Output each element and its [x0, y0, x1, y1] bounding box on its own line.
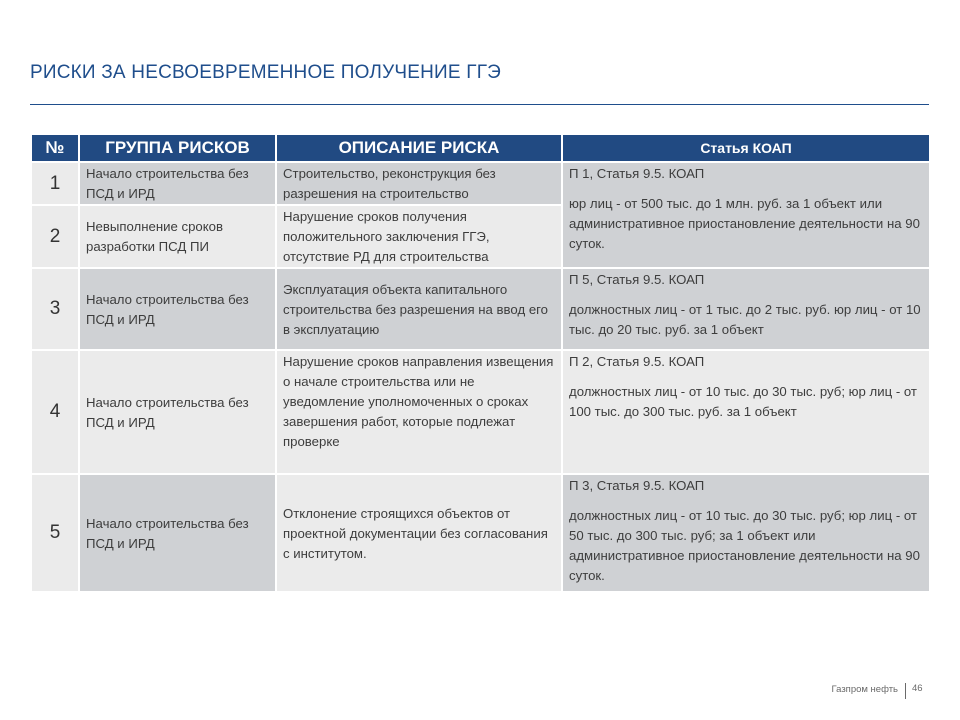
risk-description-cell: Отклонение строящихся объектов от проектной документации без согласования с институтом. [276, 474, 562, 592]
table-row [31, 350, 930, 474]
risk-table [30, 133, 931, 593]
title-divider [30, 104, 929, 105]
article-reference: П 3, Статья 9.5. КОАП [569, 478, 705, 493]
table-row [31, 162, 930, 205]
page-title: РИСКИ ЗА НЕСВОЕВРЕМЕННОЕ ПОЛУЧЕНИЕ ГГЭ [30, 62, 502, 83]
risk-group-cell: Начало строительства без ПСД и ИРД [79, 268, 276, 350]
risk-group-cell: Начало строительства без ПСД и ИРД [79, 350, 276, 474]
page-number: 46 [912, 683, 923, 694]
article-penalty: юр лиц - от 500 тыс. до 1 млн. руб. за 1 объект или административное приостановление деятельности на 90 суток. [569, 196, 920, 251]
article-reference: П 1, Статья 9.5. КОАП [569, 166, 705, 181]
risk-description-cell: Нарушение сроков получения положительного заключения ГГЭ, отсутствие РД для строительства [276, 205, 562, 268]
risk-group-cell: Невыполнение сроков разработки ПСД ПИ [79, 205, 276, 268]
table-header-row [31, 134, 930, 162]
article-penalty: должностных лиц - от 1 тыс. до 2 тыс. руб. юр лиц - от 10 тыс. до 20 тыс. руб. за 1 объект [569, 302, 921, 337]
article-penalty: должностных лиц - от 10 тыс. до 30 тыс. руб; юр лиц - от 100 тыс. до 300 тыс. руб. за 1 объект [569, 384, 917, 419]
koap-article-cell [562, 474, 930, 592]
risk-description-cell: Нарушение сроков направления извещения о начале строительства или не уведомление уполномоченных о сроках завершения работ, которые подлежат проверке [276, 350, 562, 474]
row-number: 3 [31, 268, 79, 350]
koap-article-cell [562, 350, 930, 474]
header-koap-article: Статья КОАП [562, 134, 930, 162]
header-risk-description: ОПИСАНИЕ РИСКА [276, 134, 562, 162]
koap-article-cell [562, 268, 930, 350]
risk-description-cell: Строительство, реконструкция без разрешения на строительство [276, 162, 562, 205]
footer-divider [905, 683, 906, 699]
koap-article-cell [562, 162, 930, 268]
table-row [31, 474, 930, 592]
footer-brand: Газпром нефть [831, 684, 898, 695]
row-number: 4 [31, 350, 79, 474]
table-row [31, 268, 930, 350]
risk-group-cell: Начало строительства без ПСД и ИРД [79, 474, 276, 592]
risk-group-cell: Начало строительства без ПСД и ИРД [79, 162, 276, 205]
article-reference: П 5, Статья 9.5. КОАП [569, 272, 705, 287]
row-number: 1 [31, 162, 79, 205]
article-reference: П 2, Статья 9.5. КОАП [569, 354, 705, 369]
row-number: 2 [31, 205, 79, 268]
risk-description-cell: Эксплуатация объекта капитального строительства без разрешения на ввод его в эксплуатацию [276, 268, 562, 350]
header-number: № [31, 134, 79, 162]
row-number: 5 [31, 474, 79, 592]
header-risk-group: ГРУППА РИСКОВ [79, 134, 276, 162]
article-penalty: должностных лиц - от 10 тыс. до 30 тыс. руб; юр лиц - от 50 тыс. до 300 тыс. руб; за 1 объект или административное приостановление деятельности на 90 суток. [569, 508, 920, 583]
